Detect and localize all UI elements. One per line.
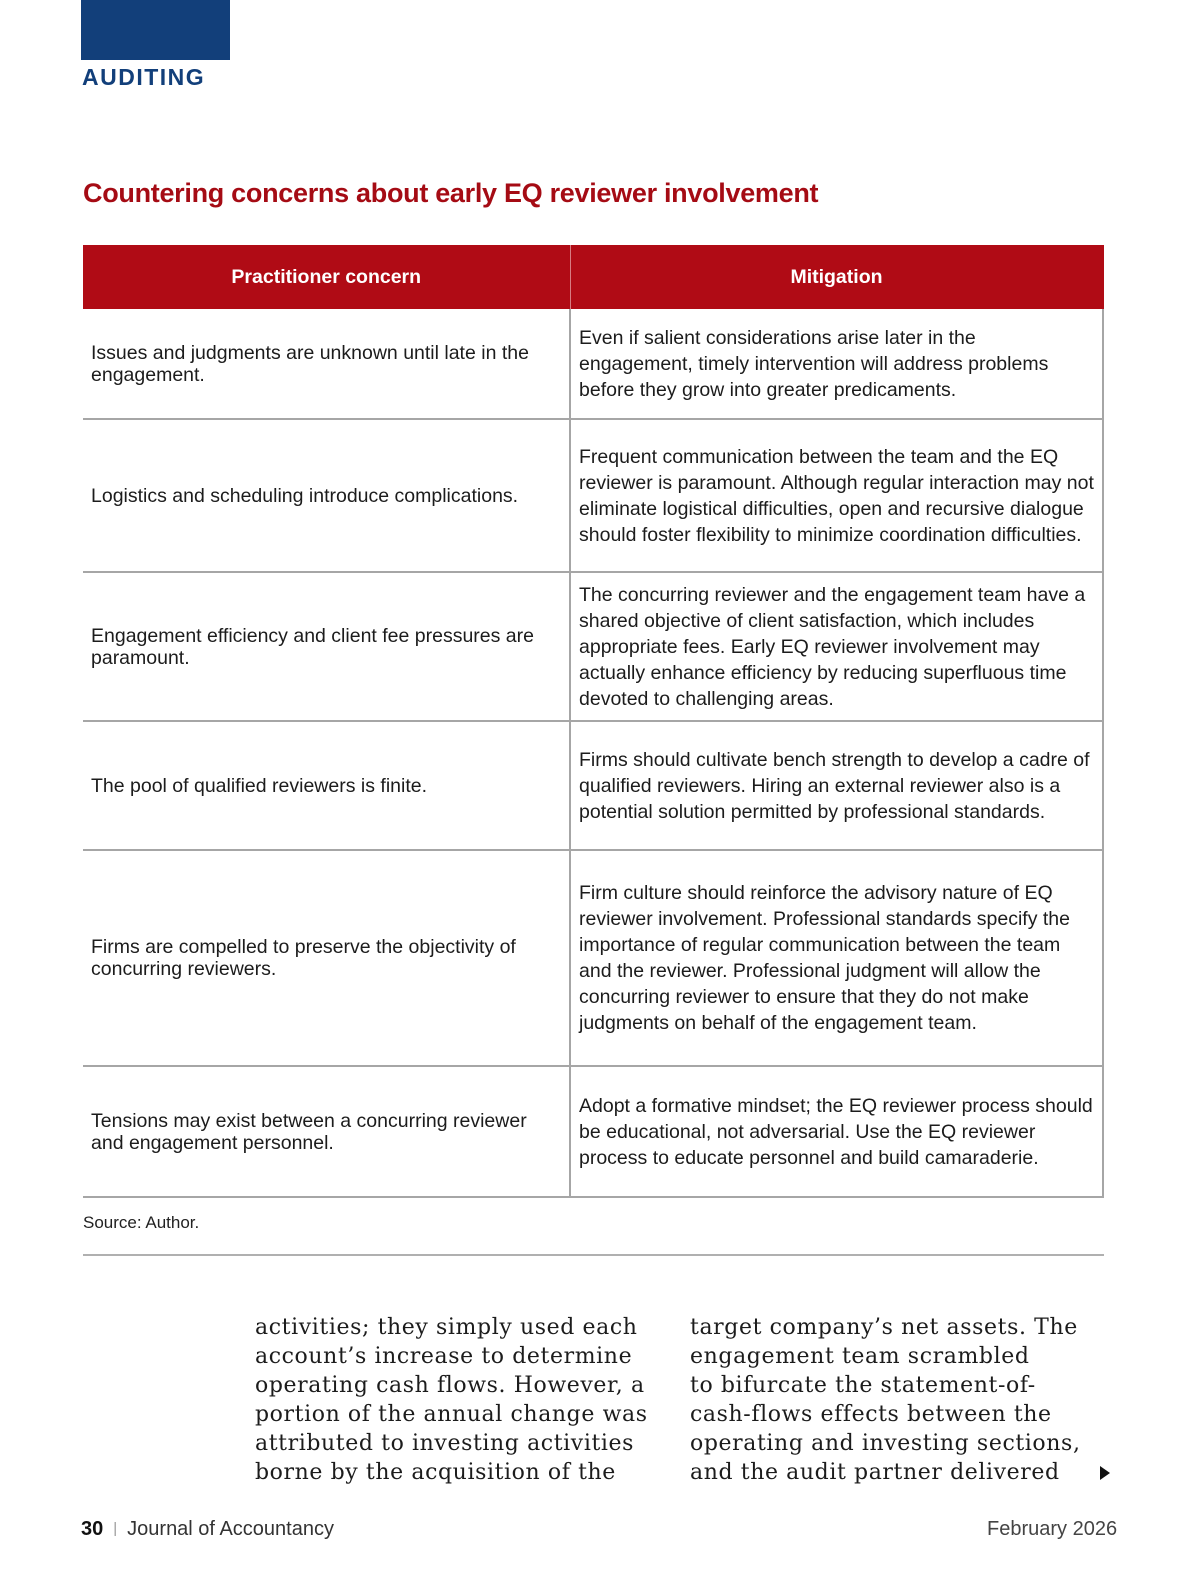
concern-table xyxy=(83,245,1104,1198)
body-line: cash-flows effects between the xyxy=(690,1402,1052,1427)
mitigation-cell: Adopt a formative mindset; the EQ reviewer process should be educational, not adversarial. Use the EQ reviewer process to educate personnel and build camaraderie. xyxy=(570,1066,1103,1197)
body-line: attributed to investing activities xyxy=(255,1431,635,1456)
table-title: Countering concerns about early EQ reviewer involvement xyxy=(83,178,819,208)
page-number: 30 xyxy=(81,1518,104,1540)
table-row xyxy=(83,419,1103,572)
body-line: account’s increase to determine xyxy=(255,1344,633,1369)
body-line: engagement team scrambled xyxy=(690,1344,1030,1369)
body-column-left xyxy=(255,1313,648,1487)
section-label: AUDITING xyxy=(82,64,206,90)
mitigation-cell: Even if salient considerations arise later in the engagement, timely intervention will address problems before they grow into greater predicaments. xyxy=(570,309,1103,419)
issue-date: February 2026 xyxy=(987,1518,1118,1540)
table-row xyxy=(83,1066,1103,1197)
table-header-row xyxy=(83,245,1103,309)
section-color-block xyxy=(81,0,230,60)
page-footer xyxy=(81,1518,334,1541)
concern-cell: Issues and judgments are unknown until late in the engagement. xyxy=(83,309,570,419)
body-line: operating cash flows. However, a xyxy=(255,1373,645,1398)
table-source-note: Source: Author. xyxy=(83,1213,200,1232)
table-row xyxy=(83,572,1103,721)
column-header-concern: Practitioner concern xyxy=(83,245,570,309)
mitigation-cell: Frequent communication between the team and the EQ reviewer is paramount. Although regular interaction may not eliminate logistical difficulties, open and recursive dialogue should foster flexibility to minimize coordination difficulties. xyxy=(570,419,1103,572)
body-column-right xyxy=(690,1313,1081,1487)
mitigation-cell: Firm culture should reinforce the advisory nature of EQ reviewer involvement. Professional standards specify the importance of regular communication between the team and the reviewer. Professional judgment will allow the concurring reviewer to ensure that they do not make judgments on behalf of the engagement team. xyxy=(570,850,1103,1066)
table-row xyxy=(83,309,1103,419)
mitigation-cell: Firms should cultivate bench strength to develop a cadre of qualified reviewers. Hiring an external reviewer also is a potential solution permitted by professional standards. xyxy=(570,721,1103,850)
body-line: target company’s net assets. The xyxy=(690,1315,1078,1340)
continue-arrow-icon[interactable] xyxy=(1100,1466,1110,1480)
body-line: to bifurcate the statement-of- xyxy=(690,1373,1036,1398)
concern-cell: Engagement efficiency and client fee pressures are paramount. xyxy=(83,572,570,721)
concern-cell: Firms are compelled to preserve the objectivity of concurring reviewers. xyxy=(83,850,570,1066)
body-line: borne by the acquisition of the xyxy=(255,1460,616,1485)
section-divider xyxy=(83,1254,1104,1256)
body-line: activities; they simply used each xyxy=(255,1315,638,1340)
body-line: operating and investing sections, xyxy=(690,1431,1081,1456)
footer-separator: | xyxy=(113,1520,118,1537)
body-line: portion of the annual change was xyxy=(255,1402,648,1427)
concern-cell: The pool of qualified reviewers is finite. xyxy=(83,721,570,850)
publication-name: Journal of Accountancy xyxy=(127,1518,334,1540)
table-row xyxy=(83,850,1103,1066)
concern-cell: Logistics and scheduling introduce complications. xyxy=(83,419,570,572)
body-line: and the audit partner delivered xyxy=(690,1460,1060,1485)
column-header-mitigation: Mitigation xyxy=(570,245,1103,309)
mitigation-cell: The concurring reviewer and the engagement team have a shared objective of client satisfaction, which includes appropriate fees. Early EQ reviewer involvement may actually enhance efficiency by reducing superfluous time devoted to challenging areas. xyxy=(570,572,1103,721)
table-row xyxy=(83,721,1103,850)
concern-cell: Tensions may exist between a concurring reviewer and engagement personnel. xyxy=(83,1066,570,1197)
